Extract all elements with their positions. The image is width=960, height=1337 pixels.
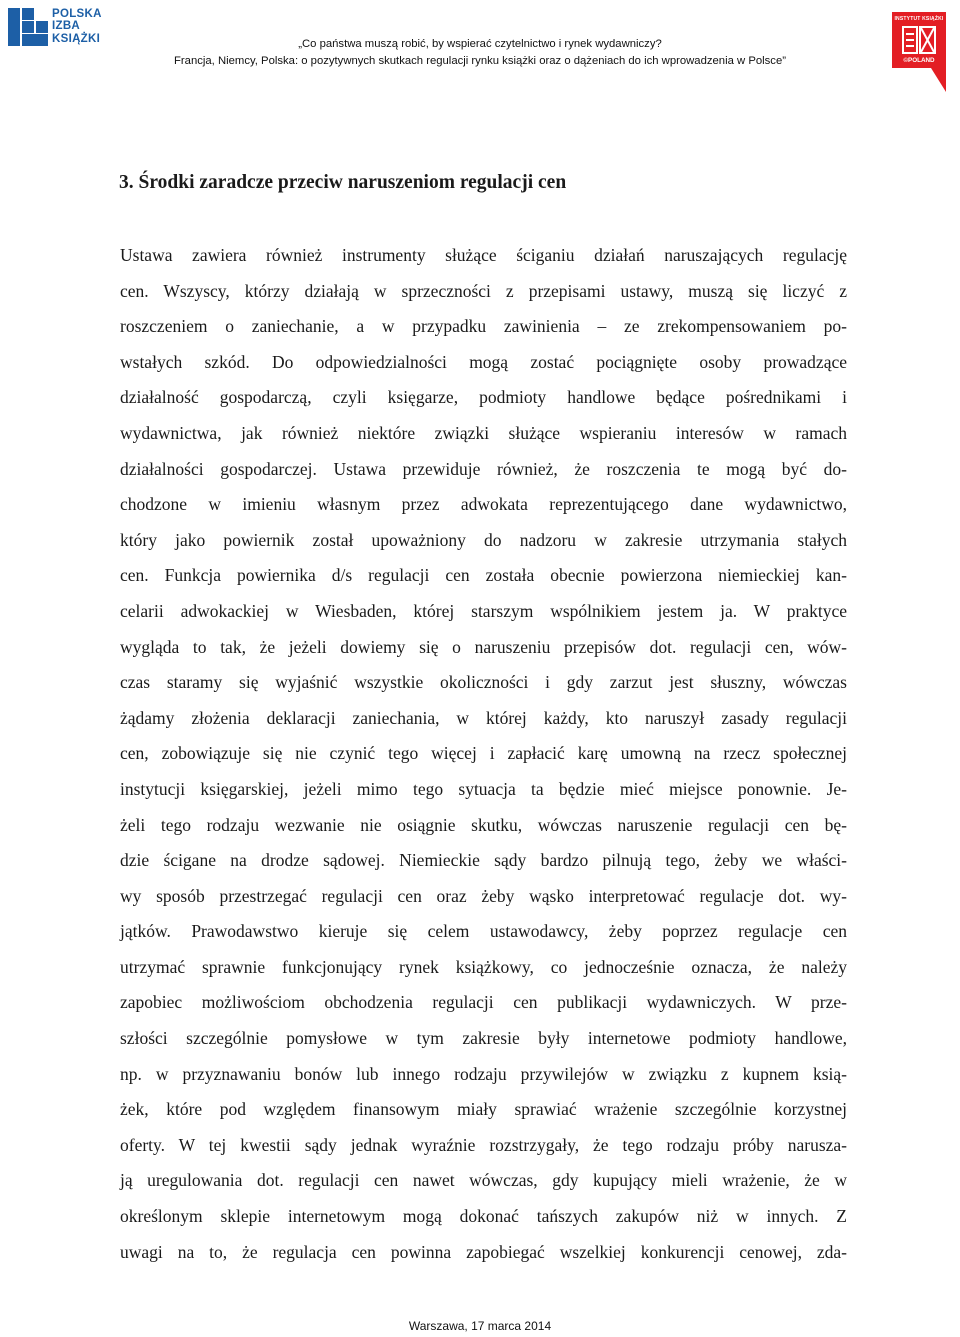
text-line: wy sposób przestrzegać regulacji cen oraz żeby wąsko interpretować regulacje dot. wy- <box>120 885 847 906</box>
text-line: wydawnictwa, jak również niektóre związki służące wspieraniu interesów w ramach <box>120 422 847 443</box>
body-paragraph <box>120 238 847 1270</box>
text-line: wstałych szkód. Do odpowiedzialności mogą zostać pociągnięte osoby prowadzące <box>120 351 847 372</box>
poland-logo-label: ©POLAND <box>903 57 935 64</box>
running-header <box>130 36 830 70</box>
text-line: szłości szczególnie pomysłowe w tym zakresie były internetowe podmioty handlowe, <box>120 1028 847 1049</box>
page-footer: Warszawa, 17 marca 2014 <box>408 1319 552 1333</box>
text-line: utrzymać sprawnie funkcjonujący rynek książkowy, co jednocześnie oznacza, że należy <box>120 956 847 977</box>
pik-logo-mark-icon <box>8 8 48 46</box>
polska-izba-ksiazki-logo <box>8 8 126 46</box>
text-line: żek, które pod względem finansowym miały sprawiać wrażenie szczególnie korzystnej <box>120 1099 847 1120</box>
header-title-line-1: „Co państwa muszą robić, by wspierać czytelnictwo i rynek wydawniczy? <box>298 38 662 50</box>
text-line: uwagi na to, że regulacja cen powinna zapobiegać wszelkiej konkurencji cenowej, zda- <box>120 1241 847 1262</box>
text-line: wygląda to tak, że jeżeli dowiemy się o naruszeniu przepisów dot. regulacji cen, wów- <box>120 636 847 657</box>
text-line: czas staramy się wyjaśnić wszystkie okoliczności i gdy zarzut jest słuszny, wówczas <box>120 672 847 693</box>
text-line: oferty. W tej kwestii sądy jednak wyraźnie rozstrzygały, że tego rodzaju próby narusza- <box>120 1134 847 1155</box>
header-title-line-2: Francja, Niemcy, Polska: o pozytywnych skutkach regulacji rynku książki oraz o dążeniach do ich wprowadzenia w Polsce” <box>174 55 786 67</box>
text-line: działalności gospodarczej. Ustawa przewiduje również, że roszczenia te mogą być do- <box>120 458 847 479</box>
text-line: np. w przyznawaniu bonów lub innego rodzaju przywilejów w związku z kupnem ksią- <box>120 1063 847 1084</box>
text-line: roszczeniem o zaniechanie, a w przypadku zawinienia – ze zrekompensowaniem po- <box>120 316 847 337</box>
text-line: żądamy złożenia deklaracji zaniechania, w której każdy, kto naruszył zasady regulacji <box>120 707 847 728</box>
text-line: instytucji księgarskiej, jeżeli mimo tego sytuacja ta będzie mieć miejsce ponownie. Je- <box>120 778 847 799</box>
text-line: działalność gospodarczą, czyli księgarze, podmioty handlowe będące pośrednikami i <box>120 387 847 408</box>
logo-word-1: POLSKA <box>52 8 102 20</box>
text-line: który jako powiernik został upoważniony do nadzoru w zakresie utrzymania stałych <box>120 529 847 550</box>
text-line: chodzone w imieniu własnym przez adwokata reprezentującego dane wydawnictwo, <box>120 494 847 515</box>
pik-logo-text <box>52 8 102 45</box>
text-line: żeli tego rodzaju wezwanie nie osiągnie skutku, wówczas naruszenie regulacji cen bę- <box>120 814 847 835</box>
text-line: cen. Funkcja powiernika d/s regulacji cen została obecnie powierzona niemieckiej kan- <box>120 565 847 586</box>
section-heading: 3. Środki zaradcze przeciw naruszeniom regulacji cen <box>119 172 567 193</box>
text-line: ją uregulowania dot. regulacji cen nawet wówczas, gdy kupujący mieli wrażenie, że w <box>120 1170 847 1191</box>
text-line: celarii adwokackiej w Wiesbaden, której starszym wspólnikiem jestem ja. W praktyce <box>120 600 847 621</box>
instytut-ksiazki-logo <box>892 12 946 68</box>
logo-word-2: IZBA <box>52 20 81 33</box>
text-line: zapobiec możliwościom obchodzenia regulacji cen publikacji wydawniczych. W prze- <box>120 992 847 1013</box>
text-line: określonym sklepie internetowym mogą dokonać tańszych zakupów niż w innych. Z <box>120 1206 847 1227</box>
text-line: dzie ścigane na drodze sądowej. Niemieckie sądy bardzo pilnują tego, żeby we właści- <box>120 850 847 871</box>
text-line: jątków. Prawodawstwo kieruje się celem ustawodawcy, żeby poprzez regulacje cen <box>120 921 847 942</box>
logo-tail-shape <box>931 68 946 92</box>
text-line: Ustawa zawiera również instrumenty służące ściganiu działań naruszających regulację <box>120 245 847 265</box>
text-line: cen, zobowiązuje się nie czynić tego więcej i zapłacić karę umowną na rzecz społecznej <box>120 743 847 764</box>
text-line: cen. Wszyscy, którzy działają w sprzeczności z przepisami ustawy, muszą się liczyć z <box>120 280 847 301</box>
book-emblem-icon <box>902 26 936 54</box>
logo-word-3: KSIĄŻKI <box>52 32 101 45</box>
instytut-logo-label: INSTYTUT KSIĄŻKI <box>894 16 944 22</box>
